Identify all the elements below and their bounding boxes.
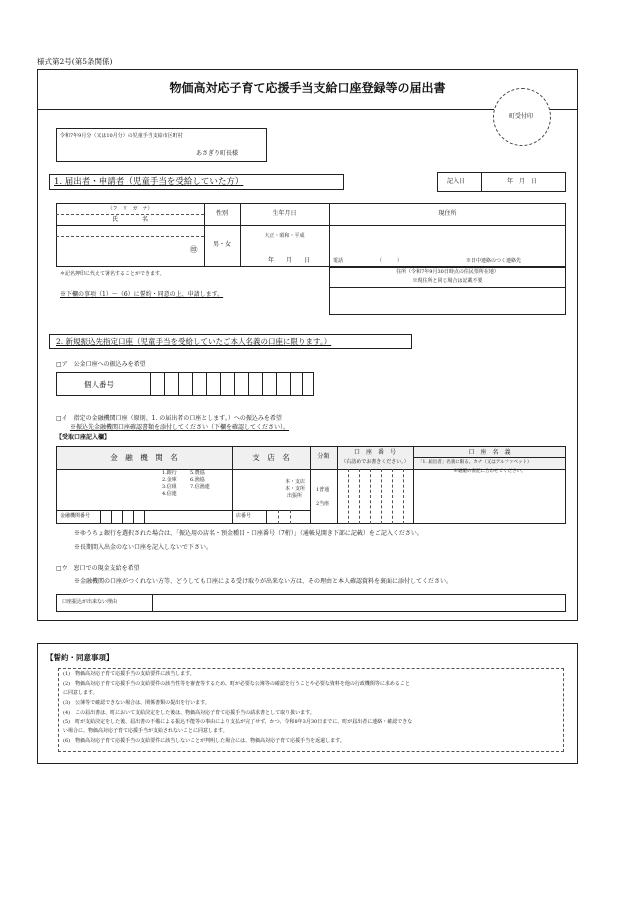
pledge-item-3: (3) 公簿等で確認できない場合は、関係書類の提出を行います。 bbox=[63, 700, 210, 706]
header-row-line-r bbox=[329, 225, 566, 226]
addressee-mayor: あさぎり町長様 bbox=[196, 150, 239, 157]
note-yucho: ※ゆうちょ銀行を選択された場合は、「振込用の店名・預金種目・口座番号（7桁）」（通帳見開き下部に記載）をご記入ください。 bbox=[74, 530, 423, 537]
prev-address-note2: ※現住所と同じ場合は記載不要 bbox=[412, 278, 483, 284]
bank-type-1[interactable]: 1.銀行 bbox=[162, 470, 177, 476]
col-holder: 口 座 名 義 bbox=[468, 449, 511, 456]
reason-label: 口座振込が出来ない理由 bbox=[62, 599, 118, 605]
pledge-item-1: (1) 物価高対応子育て応援手当の支給要件に該当します。 bbox=[63, 671, 195, 677]
bank-code-input[interactable] bbox=[101, 511, 143, 523]
birth-era[interactable]: 大正・昭和・平成 bbox=[264, 233, 305, 239]
holder-note2: ※通帳の表記に合わせてください。 bbox=[453, 469, 526, 474]
option-i-line2: ※振込先金融機関口座確認書類を添付してください（下欄を確認してください）。 bbox=[70, 424, 290, 431]
note-longterm: ※長期間入出金のない口座を記入しないで下さい。 bbox=[74, 544, 213, 551]
birth-ymd[interactable]: 年 月 日 bbox=[268, 257, 311, 264]
col-birth: 生年月日 bbox=[272, 210, 297, 217]
branch-type-3[interactable]: 出張所 bbox=[287, 493, 303, 499]
furigana-line bbox=[56, 214, 204, 215]
date-box-divider bbox=[481, 172, 482, 192]
reason-input[interactable] bbox=[153, 595, 565, 611]
mynumber-input[interactable] bbox=[151, 373, 313, 395]
option-u-line1[interactable]: □ウ 窓口での現金支給を希望 bbox=[56, 565, 140, 572]
phone-label: 電話 bbox=[333, 258, 344, 264]
name-input[interactable] bbox=[60, 238, 200, 264]
address-input[interactable] bbox=[331, 227, 564, 255]
bank-type-4[interactable]: 4.信連 bbox=[162, 491, 177, 497]
option-u-line2: ※金融機関の口座がつくれない方等、どうしても口座による受け取りが出来ない方は、その理由と本人確認資料を裏面に添付してください。 bbox=[74, 578, 453, 585]
pledge-item-6: (6) 物価高対応子育て応援手当の支給要件に該当しないことが判明した場合には、物価高対応子育て応援手当を返還します。 bbox=[63, 738, 345, 744]
acct-type-1[interactable]: 1普通 bbox=[316, 487, 330, 493]
branch-code-label: 店番号 bbox=[236, 513, 252, 519]
option-i-line1[interactable]: □イ 指定の金融機関口座（原則、1. の届出者の口座とします。）への振込みを希望 bbox=[56, 415, 282, 422]
pledge-item-5-cont: い場合に、物価高対応子育て応援手当が支給されないことに同意します。 bbox=[63, 728, 228, 734]
pledge-item-5: (5) 町が支給決定をした後、届出書の不備による振込不能等の事由により支払が完了せず、かつ、令和8年3月30日までに、町が届出者に連絡・確認できな bbox=[63, 719, 413, 725]
bank-type-2[interactable]: 2.金庫 bbox=[162, 477, 177, 483]
date-label: 記入日 bbox=[447, 178, 466, 185]
branch-type-1[interactable]: 本・支店 bbox=[285, 479, 306, 485]
bank-type-3[interactable]: 3.信組 bbox=[162, 484, 177, 490]
holder-name-input[interactable] bbox=[414, 478, 565, 523]
col-type: 分類 bbox=[317, 453, 330, 460]
col-address: 現住所 bbox=[438, 210, 457, 217]
section2-heading: 2. 新規振込先指定口座（児童手当を受給していたご本人名義の口座に限ります。） bbox=[56, 337, 332, 346]
col-name: 氏 名 bbox=[111, 216, 148, 223]
addressee-line1: 令和7年9月分（又は10月分）の児童手当支給市区町村 bbox=[60, 133, 183, 139]
receiving-label: 【受取口座記入欄】 bbox=[56, 434, 111, 441]
prev-address-input[interactable] bbox=[331, 289, 564, 313]
col-acct: 口 座 番 号 bbox=[353, 449, 396, 456]
header-row-line bbox=[56, 225, 330, 226]
holder-sub-line bbox=[413, 457, 566, 458]
bank-code-label: 金融機関番号 bbox=[60, 513, 91, 519]
agree-note: ※下欄の事項（1）～（6）に誓約・同意の上、申請します。 bbox=[60, 291, 224, 298]
pledge-heading: 【誓約・同意事項】 bbox=[46, 653, 114, 662]
bank-type-6[interactable]: 6.漁協 bbox=[190, 477, 205, 483]
reception-stamp-label: 町受付印 bbox=[508, 113, 533, 120]
bank-type-5[interactable]: 5.農協 bbox=[190, 470, 205, 476]
seal-mark: ㊞ bbox=[190, 245, 198, 254]
option-a[interactable]: □ア 公金口座への振込みを希望 bbox=[56, 361, 146, 368]
form-title: 物価高対応子育て応援手当支給口座登録等の届出書 bbox=[169, 81, 446, 95]
section1-heading: 1. 届出者・申請者（児童手当を受給していた方） bbox=[54, 177, 244, 187]
phone-paren[interactable]: （ ） bbox=[377, 258, 403, 264]
date-value[interactable]: 年 月 日 bbox=[507, 178, 538, 185]
pledge-item-4: (4) この届出書は、町において支給決定をした後は、物価高対応子育て応援手当の請求書として取り扱います。 bbox=[63, 710, 315, 716]
prev-address-divider bbox=[329, 287, 566, 288]
signature-note: ＊記名押印に代えて署名することができます。 bbox=[60, 271, 165, 277]
pledge-item-2-cont: に同意します。 bbox=[63, 690, 98, 696]
phone-note: ※日中連絡のつく連絡先 bbox=[466, 258, 522, 264]
col-branch: 支 店 名 bbox=[252, 453, 290, 462]
col-acct-note: （右詰めでお書きください。） bbox=[341, 459, 409, 465]
prev-address-note1: 住所（令和7年9月30日時点の住民票所在地） bbox=[396, 269, 499, 275]
account-number-input[interactable] bbox=[338, 470, 412, 523]
col-bank: 金 融 機 関 名 bbox=[110, 453, 178, 462]
bank-type-7[interactable]: 7.信漁連 bbox=[190, 484, 210, 490]
branch-type-2[interactable]: 本・支所 bbox=[285, 486, 306, 492]
bank-code-cell-4 bbox=[144, 510, 145, 524]
col-furigana: （フ リ ガ ナ） bbox=[107, 206, 153, 212]
form-number: 様式第2号(第5条関係) bbox=[37, 57, 113, 66]
branch-code-input[interactable] bbox=[267, 511, 309, 523]
holder-note1: 「1. 届出者」名義に限る。カナ（又はアルファベット） bbox=[418, 460, 532, 465]
gender-choice[interactable]: 男・女 bbox=[212, 241, 231, 248]
pledge-item-2: (2) 物価高対応子育て応援手当の支給要件の該当性等を審査等するため、町が必要な公簿等の確認を行うことや必要な資料を他の行政機関等に求めること bbox=[63, 681, 410, 687]
furigana-entry-line bbox=[56, 236, 204, 237]
mynumber-label: 個人番号 bbox=[84, 380, 114, 389]
acct-type-2[interactable]: 2当座 bbox=[316, 501, 330, 507]
col-gender: 性別 bbox=[215, 210, 228, 217]
